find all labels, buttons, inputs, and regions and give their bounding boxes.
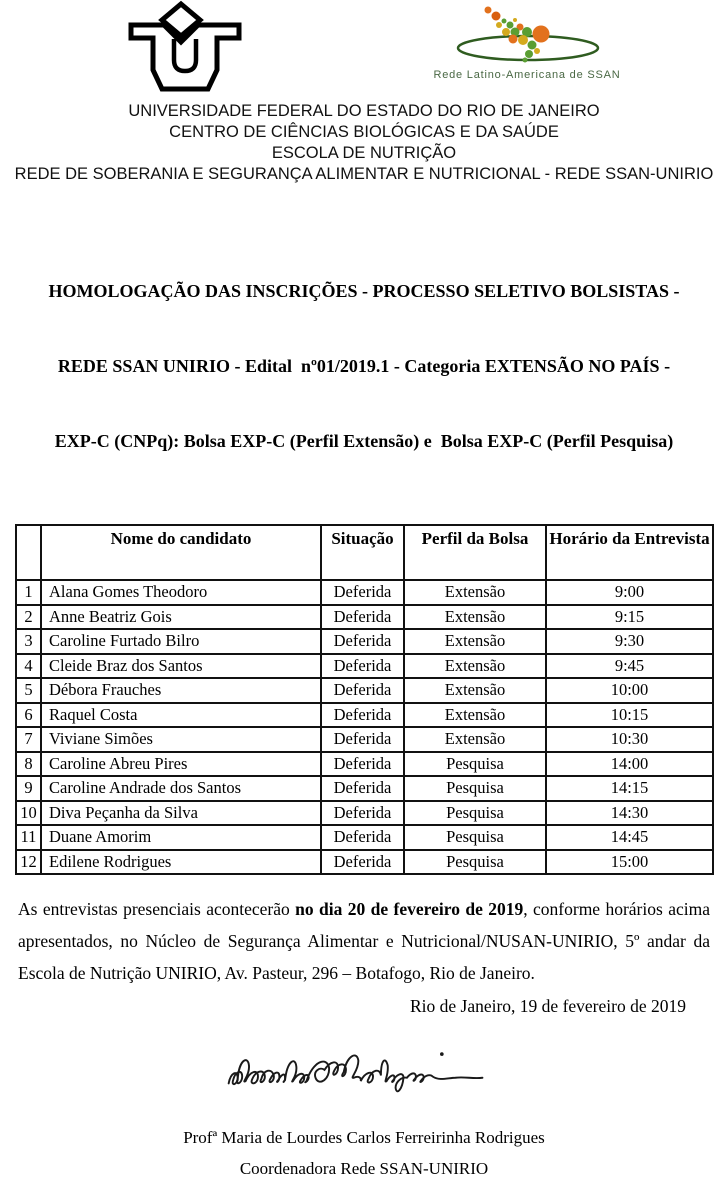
candidate-profile: Pesquisa — [404, 776, 546, 801]
org-header — [0, 101, 728, 185]
table-row — [16, 727, 713, 752]
candidate-status: Deferida — [321, 703, 404, 728]
document-title — [0, 229, 728, 504]
candidate-status: Deferida — [321, 605, 404, 630]
candidate-name: Duane Amorim — [41, 825, 321, 850]
candidate-status: Deferida — [321, 850, 404, 875]
column-header-number — [16, 525, 41, 580]
row-number: 3 — [16, 629, 41, 654]
title-line-2: REDE SSAN UNIRIO - Edital nº01/2019.1 - Categoria EXTENSÃO NO PAÍS - — [57, 356, 671, 376]
signer-role: Coordenadora Rede SSAN-UNIRIO — [239, 1159, 489, 1178]
signature-block — [0, 1046, 728, 1108]
candidate-name: Cleide Braz dos Santos — [41, 654, 321, 679]
interview-notice-paragraph — [18, 893, 710, 989]
table-row — [16, 703, 713, 728]
candidate-status: Deferida — [321, 776, 404, 801]
interview-time: 10:15 — [546, 703, 713, 728]
interview-time: 14:00 — [546, 752, 713, 777]
candidate-name: Diva Peçanha da Silva — [41, 801, 321, 826]
table-row — [16, 752, 713, 777]
ssan-logo-caption: Rede Latino-Americana de SSAN — [433, 69, 621, 81]
table-header-row — [16, 525, 713, 580]
interview-time: 14:45 — [546, 825, 713, 850]
ssan-logo — [424, 2, 630, 81]
org-line-center: CENTRO DE CIÊNCIAS BIOLÓGICAS E DA SAÚDE — [169, 123, 559, 141]
table-row — [16, 801, 713, 826]
candidate-name: Viviane Simões — [41, 727, 321, 752]
title-line-3: EXP-C (CNPq): Bolsa EXP-C (Perfil Extensão) e Bolsa EXP-C (Perfil Pesquisa) — [54, 431, 674, 451]
candidate-profile: Pesquisa — [404, 752, 546, 777]
interview-time: 15:00 — [546, 850, 713, 875]
org-line-university: UNIVERSIDADE FEDERAL DO ESTADO DO RIO DE JANEIRO — [128, 102, 600, 120]
table-row — [16, 825, 713, 850]
interview-time: 9:45 — [546, 654, 713, 679]
interview-time: 10:30 — [546, 727, 713, 752]
paragraph-prefix: As entrevistas presenciais acontecerão — [18, 899, 296, 919]
candidate-name: Caroline Furtado Bilro — [41, 629, 321, 654]
candidate-name: Raquel Costa — [41, 703, 321, 728]
candidate-profile: Extensão — [404, 678, 546, 703]
candidate-profile: Extensão — [404, 654, 546, 679]
column-header-time: Horário da Entrevista — [546, 525, 713, 580]
table-row — [16, 776, 713, 801]
place-date-line: Rio de Janeiro, 19 de fevereiro de 2019 — [409, 996, 686, 1016]
row-number: 1 — [16, 580, 41, 605]
candidate-status: Deferida — [321, 801, 404, 826]
interview-time: 14:30 — [546, 801, 713, 826]
table-row — [16, 850, 713, 875]
interview-time: 14:15 — [546, 776, 713, 801]
column-header-status: Situação — [321, 525, 404, 580]
candidate-name: Anne Beatriz Gois — [41, 605, 321, 630]
interview-time: 10:00 — [546, 678, 713, 703]
logos-row — [0, 0, 728, 96]
candidate-status: Deferida — [321, 752, 404, 777]
candidate-profile: Extensão — [404, 580, 546, 605]
row-number: 7 — [16, 727, 41, 752]
candidate-profile: Pesquisa — [404, 850, 546, 875]
row-number: 8 — [16, 752, 41, 777]
table-row — [16, 654, 713, 679]
table-row — [16, 580, 713, 605]
row-number: 12 — [16, 850, 41, 875]
candidate-profile: Extensão — [404, 605, 546, 630]
candidate-name: Edilene Rodrigues — [41, 850, 321, 875]
signer-identity — [0, 1122, 728, 1184]
candidate-name: Caroline Andrade dos Santos — [41, 776, 321, 801]
candidate-status: Deferida — [321, 629, 404, 654]
candidate-profile: Pesquisa — [404, 825, 546, 850]
row-number: 10 — [16, 801, 41, 826]
ssan-map-icon — [424, 2, 630, 64]
candidate-name: Débora Frauches — [41, 678, 321, 703]
interview-time: 9:00 — [546, 580, 713, 605]
row-number: 2 — [16, 605, 41, 630]
unirio-logo-icon — [128, 2, 242, 94]
row-number: 6 — [16, 703, 41, 728]
candidate-name: Alana Gomes Theodoro — [41, 580, 321, 605]
candidate-status: Deferida — [321, 580, 404, 605]
candidate-status: Deferida — [321, 654, 404, 679]
candidate-status: Deferida — [321, 727, 404, 752]
candidates-table — [15, 524, 714, 875]
candidate-profile: Extensão — [404, 727, 546, 752]
handwritten-signature-image — [223, 1046, 505, 1105]
row-number: 9 — [16, 776, 41, 801]
candidate-profile: Pesquisa — [404, 801, 546, 826]
candidate-status: Deferida — [321, 678, 404, 703]
candidate-profile: Extensão — [404, 629, 546, 654]
paragraph-suffix: , conforme horários acima apresentados, no Núcleo de Segurança Alimentar e Nutricional/NUSAN-UNIRIO, 5º andar da Escola de Nutrição UNIRIO, Av. Pasteur, 296 – Botafogo, Rio de Janeiro. — [18, 899, 710, 983]
table-row — [16, 629, 713, 654]
org-line-school: ESCOLA DE NUTRIÇÃO — [271, 144, 457, 162]
interview-time: 9:30 — [546, 629, 713, 654]
candidate-status: Deferida — [321, 825, 404, 850]
candidate-profile: Extensão — [404, 703, 546, 728]
signer-name: Profª Maria de Lourdes Carlos Ferreirinha Rodrigues — [183, 1128, 545, 1147]
candidate-name: Caroline Abreu Pires — [41, 752, 321, 777]
org-line-network: REDE DE SOBERANIA E SEGURANÇA ALIMENTAR E NUTRICIONAL - REDE SSAN-UNIRIO — [14, 165, 714, 183]
row-number: 5 — [16, 678, 41, 703]
column-header-name: Nome do candidato — [41, 525, 321, 580]
interview-time: 9:15 — [546, 605, 713, 630]
table-row — [16, 678, 713, 703]
title-line-1: HOMOLOGAÇÃO DAS INSCRIÇÕES - PROCESSO SELETIVO BOLSISTAS - — [48, 281, 680, 301]
column-header-profile: Perfil da Bolsa — [404, 525, 546, 580]
paragraph-bold-date: no dia 20 de fevereiro de 2019 — [295, 899, 524, 919]
row-number: 4 — [16, 654, 41, 679]
row-number: 11 — [16, 825, 41, 850]
table-row — [16, 605, 713, 630]
